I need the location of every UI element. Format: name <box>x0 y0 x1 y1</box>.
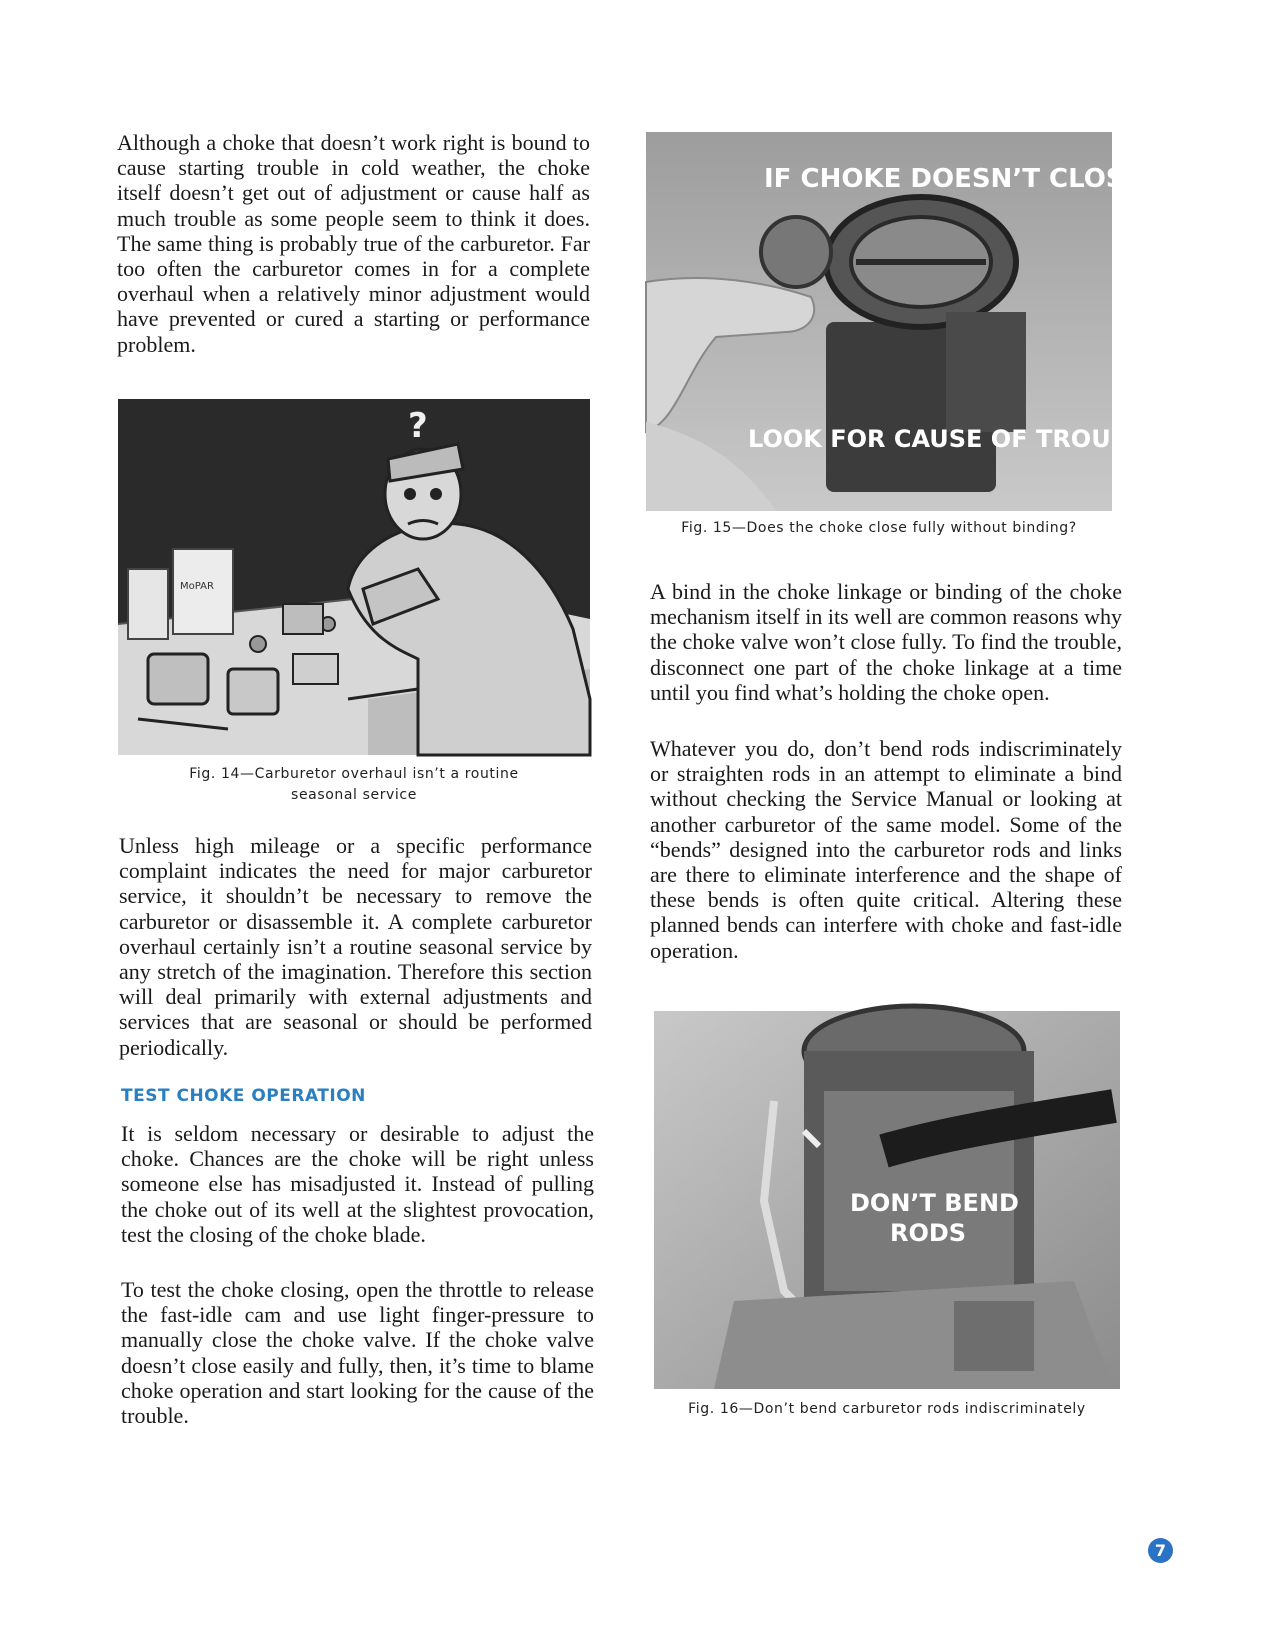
fig16-photo <box>654 1011 1120 1389</box>
fig14-box-label: MoPAR <box>180 581 214 592</box>
choke-test-paragraph: To test the choke closing, open the throttle to release the fast-idle cam and use light finger-pressure to manually close the choke valve. If the choke valve doesn’t close easily and fully, then, it’s time to blame choke operation and start looking for the cause of the trouble. <box>121 1277 594 1429</box>
choke-adjust-paragraph: It is seldom necessary or desirable to adjust the choke. Chances are the choke will be right unless someone else has misadjusted it. Instead of pulling the choke out of its well at the slightest provocation, test the closing of the choke blade. <box>121 1121 594 1247</box>
fig15-photo <box>646 132 1172 511</box>
fig14-illustration <box>118 399 590 755</box>
overhaul-paragraph: Unless high mileage or a specific performance complaint indicates the need for major carburetor service, it shouldn’t be necessary to remove the carburetor or disassemble it. A complete carburetor overhaul certainly isn’t a routine seasonal service by any stretch of the imagination. Therefore this section will deal primarily with external adjustments and services that are seasonal or should be performed periodically. <box>119 833 592 1060</box>
fig14-question-mark: ? <box>408 406 428 446</box>
page-number: 7 <box>1148 1538 1173 1563</box>
fig14-caption <box>118 764 590 806</box>
fig15-overlay-top: IF CHOKE DOESN’T CLOSE... <box>764 164 1172 194</box>
fig16-overlay-line2: RODS <box>890 1219 967 1247</box>
fig14-caption-line2: seasonal service <box>291 787 417 803</box>
fig16-overlay-line1: DON’T BEND <box>850 1189 1019 1217</box>
section-heading: TEST CHOKE OPERATION <box>121 1086 366 1106</box>
fig16-caption: Fig. 16—Don’t bend carburetor rods indiscriminately <box>688 1401 1086 1417</box>
bind-paragraph: A bind in the choke linkage or binding of the choke mechanism itself in its well are common reasons why the choke valve won’t close fully. To find the trouble, disconnect one part of the choke linkage at a time until you find what’s holding the choke open. <box>650 579 1122 705</box>
fig15-overlay-bottom: LOOK FOR CAUSE OF TROUBLE <box>748 425 1161 453</box>
intro-paragraph: Although a choke that doesn’t work right is bound to cause starting trouble in cold weather, the choke itself doesn’t get out of adjustment or cause half as much trouble as some people seem to think it does. The same thing is probably true of the carburetor. Far too often the carburetor comes in for a complete overhaul when a relatively minor adjustment would have prevented or cured a starting or performance problem. <box>117 130 590 357</box>
fig14-caption-line1: Fig. 14—Carburetor overhaul isn’t a routine <box>189 766 519 782</box>
bend-rods-paragraph: Whatever you do, don’t bend rods indiscriminately or straighten rods in an attempt to eliminate a bind without checking the Service Manual or looking at another carburetor of the same model. Some of the “bends” designed into the carburetor rods and links are there to eliminate interference and the shape of these bends is often quite critical. Altering these planned bends can interfere with choke and fast-idle operation. <box>650 736 1122 963</box>
fig15-caption: Fig. 15—Does the choke close fully without binding? <box>681 520 1077 536</box>
